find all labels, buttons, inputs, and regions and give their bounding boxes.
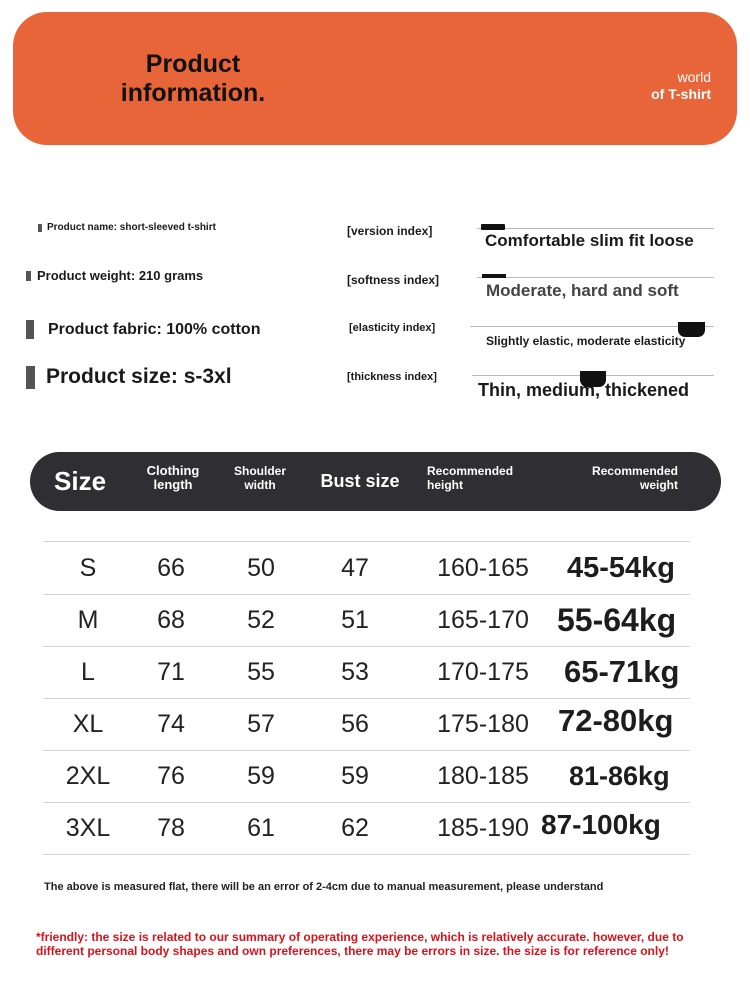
cell-length: 71 <box>157 658 185 686</box>
version-index-marker <box>481 224 505 230</box>
info-text: Product name: short-sleeved t-shirt <box>47 222 216 233</box>
cell-size: 2XL <box>65 762 111 790</box>
thickness-index-value: Thin, medium, thickened <box>478 380 690 400</box>
version-index-label: [version index] <box>347 224 433 238</box>
cell-size: S <box>79 554 97 582</box>
cell-shoulder: 55 <box>247 658 275 686</box>
header-shoulder-width: Shoulder width <box>233 464 286 492</box>
cell-height: 165-170 <box>437 606 529 634</box>
cell-weight: 87-100kg <box>541 809 661 840</box>
cell-length: 74 <box>157 710 185 738</box>
info-product-weight <box>24 268 203 283</box>
table-row <box>43 802 690 855</box>
cell-bust: 47 <box>341 554 369 582</box>
cell-length: 68 <box>157 606 185 634</box>
tagline-line-1: world <box>677 69 711 85</box>
cell-size: XL <box>72 710 104 738</box>
info-product-size <box>24 365 232 389</box>
cell-shoulder: 52 <box>247 606 275 634</box>
cell-size: L <box>81 658 95 686</box>
cell-length: 76 <box>157 762 185 790</box>
cell-height: 185-190 <box>437 814 529 842</box>
header-clothing-length: Clothing length <box>146 463 200 492</box>
table-row <box>43 750 690 803</box>
table-row <box>43 594 690 647</box>
banner-title: Product information. <box>120 50 266 107</box>
info-text: Product size: s-3xl <box>46 365 232 388</box>
table-row <box>43 542 690 595</box>
cell-shoulder: 50 <box>247 554 275 582</box>
measurement-note: The above is measured flat, there will be an error of 2-4cm due to manual measurement, please understand <box>44 881 604 893</box>
bullet-icon <box>26 271 31 281</box>
cell-size: 3XL <box>65 814 111 842</box>
cell-bust: 53 <box>341 658 369 686</box>
cell-bust: 59 <box>341 762 369 790</box>
header-bust-size: Bust size <box>320 471 400 491</box>
bullet-icon <box>38 224 42 232</box>
cell-shoulder: 61 <box>247 814 275 842</box>
softness-index-marker <box>482 274 506 278</box>
cell-bust: 51 <box>341 606 369 634</box>
table-row <box>43 698 690 751</box>
version-index-track <box>477 228 714 229</box>
cell-length: 66 <box>157 554 185 582</box>
cell-weight: 55-64kg <box>557 602 677 638</box>
cell-weight: 81-86kg <box>569 761 670 791</box>
softness-index-label: [softness index] <box>347 273 440 287</box>
info-text: Product fabric: 100% cotton <box>48 320 261 338</box>
header-size: Size <box>54 466 107 496</box>
version-index-value: Comfortable slim fit loose <box>485 231 694 250</box>
bullet-icon <box>26 366 35 389</box>
cell-length: 78 <box>157 814 185 842</box>
info-product-fabric <box>24 320 260 339</box>
elasticity-index-value: Slightly elastic, moderate elasticity <box>486 334 686 348</box>
cell-height: 175-180 <box>437 710 529 738</box>
cell-bust: 56 <box>341 710 369 738</box>
size-table-header <box>30 452 721 511</box>
cell-shoulder: 59 <box>247 762 275 790</box>
elasticity-index-label: [elasticity index] <box>349 322 436 334</box>
cell-height: 170-175 <box>437 658 529 686</box>
cell-height: 180-185 <box>437 762 529 790</box>
softness-index-value: Moderate, hard and soft <box>486 281 679 300</box>
tagline-line-2: of T-shirt <box>651 86 711 102</box>
cell-height: 160-165 <box>437 554 529 582</box>
header-recommended-weight: Recommended weight <box>591 464 678 492</box>
cell-weight: 65-71kg <box>564 654 680 689</box>
header-recommended-height: Recommended height <box>427 464 514 492</box>
info-text: Product weight: 210 grams <box>37 268 204 283</box>
cell-shoulder: 57 <box>247 710 275 738</box>
table-row <box>43 646 690 699</box>
thickness-index-label: [thickness index] <box>347 371 437 383</box>
banner-tagline <box>651 69 711 103</box>
friendly-disclaimer: *friendly: the size is related to our summary of operating experience, which is relatively accurate. however, due to different personal body shapes and own preferences, there may be errors in size. the size is for reference only! <box>36 930 684 958</box>
header-banner <box>13 12 737 145</box>
cell-size: M <box>77 606 99 634</box>
info-product-name <box>24 222 216 233</box>
cell-weight: 45-54kg <box>567 552 676 584</box>
softness-index-track <box>477 277 714 278</box>
cell-weight: 72-80kg <box>558 703 674 738</box>
bullet-icon <box>26 320 34 339</box>
cell-bust: 62 <box>341 814 369 842</box>
